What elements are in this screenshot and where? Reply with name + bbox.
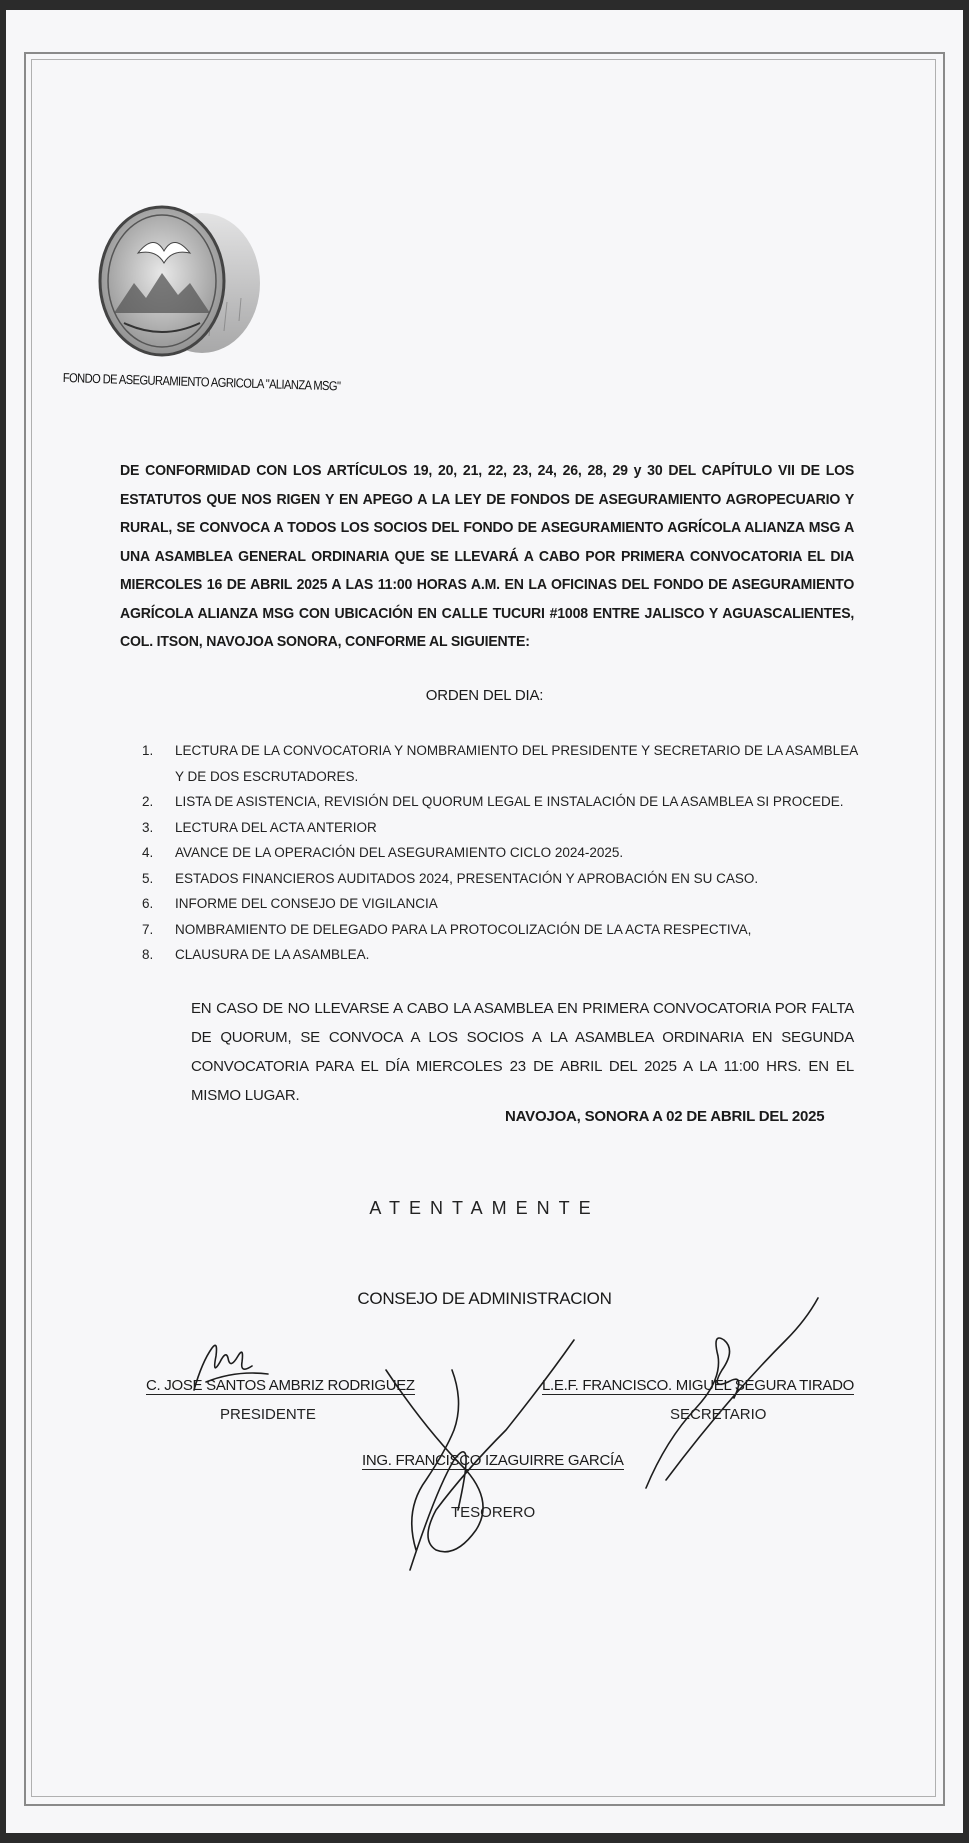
agenda-item	[142, 738, 866, 789]
council-heading: CONSEJO DE ADMINISTRACION	[357, 1289, 612, 1308]
agenda-item	[142, 840, 866, 866]
agenda-item-text: CLAUSURA DE LA ASAMBLEA.	[175, 947, 370, 962]
agenda-item	[142, 789, 866, 815]
place-and-date: NAVOJOA, SONORA A 02 DE ABRIL DEL 2025	[505, 1108, 825, 1125]
fund-logo	[94, 203, 264, 363]
agenda-item-text: ESTADOS FINANCIEROS AUDITADOS 2024, PRESENTACIÓN Y APROBACIÓN EN SU CASO.	[175, 870, 759, 886]
treasurer-role: TESORERO	[451, 1504, 536, 1521]
agenda-item-text: INFORME DEL CONSEJO DE VIGILANCIA	[175, 896, 438, 911]
secretary-role: SECRETARIO	[670, 1406, 767, 1423]
president-role: PRESIDENTE	[220, 1406, 316, 1423]
agenda-item-number: 1.	[142, 743, 154, 758]
agenda-item-text: LECTURA DE LA CONVOCATORIA Y NOMBRAMIENTO DEL PRESIDENTE Y SECRETARIO DE LA ASAMBLEA Y DE DOS ESCRUTADORES.	[175, 743, 858, 784]
agenda-item-text: LECTURA DEL ACTA ANTERIOR	[175, 819, 377, 835]
agenda-item	[142, 942, 866, 968]
second-call-paragraph: EN CASO DE NO LLEVARSE A CABO LA ASAMBLEA EN PRIMERA CONVOCATORIA POR FALTA DE QUORUM, SE CONVOCA A LOS SOCIOS A LA ASAMBLEA ORDINARIA EN SEGUNDA CONVOCATORIA PARA EL DÍA MIERCOLES 23 DE ABRIL DEL 2025 A LA 11:00 HRS. EN EL MISMO LUGAR.	[191, 1000, 854, 1104]
agenda-item-number: 5.	[142, 870, 154, 886]
agenda-item-text: NOMBRAMIENTO DE DELEGADO PARA LA PROTOCOLIZACIÓN DE LA ACTA RESPECTIVA,	[175, 921, 752, 937]
agenda-item-number: 8.	[142, 947, 154, 962]
agenda-item	[142, 917, 866, 943]
convocation-paragraph: DE CONFORMIDAD CON LOS ARTÍCULOS 19, 20, 21, 22, 23, 24, 26, 28, 29 y 30 DEL CAPÍTULO VII DE LOS ESTATUTOS QUE NOS RIGEN Y EN APEGO A LA LEY DE FONDOS DE ASEGURAMIENTO AGROPECUARIO Y RURAL, SE CONVOCA A TODOS LOS SOCIOS DEL FONDO DE ASEGURAMIENTO AGRÍCOLA ALIANZA MSG A UNA ASAMBLEA GENERAL ORDINARIA QUE SE LLEVARÁ A CABO POR PRIMERA CONVOCATORIA EL DIA MIERCOLES 16 DE ABRIL 2025 A LAS 11:00 HORAS A.M. EN LA OFICINAS DEL FONDO DE ASEGURAMIENTO AGRÍCOLA ALIANZA MSG CON UBICACIÓN EN CALLE TUCURI #1008 ENTRE JALISCO Y AGUASCALIENTES, COL. ITSON, NAVOJOA SONORA, CONFORME AL SIGUIENTE:	[120, 462, 855, 650]
agenda-item-number: 6.	[142, 896, 154, 911]
agenda-item	[142, 866, 866, 892]
agenda-item-text: AVANCE DE LA OPERACIÓN DEL ASEGURAMIENTO CICLO 2024-2025.	[175, 845, 624, 860]
agenda-list	[142, 738, 866, 968]
agenda-item-number: 3.	[142, 819, 154, 835]
agenda-item-number: 4.	[142, 845, 154, 860]
agenda-item-text: LISTA DE ASISTENCIA, REVISIÓN DEL QUORUM LEGAL E INSTALACIÓN DE LA ASAMBLEA SI PROCEDE.	[175, 794, 844, 809]
treasurer-name: ING. FRANCISCO IZAGUIRRE GARCÍA	[362, 1452, 624, 1469]
secretary-name: L.E.F. FRANCISCO. MIGUEL SEGURA TIRADO	[542, 1377, 854, 1394]
agenda-item-number: 2.	[142, 794, 154, 809]
logo-caption: FONDO DE ASEGURAMIENTO AGRICOLA "ALIANZA MSG"	[62, 370, 341, 394]
agenda-item-number: 7.	[142, 921, 154, 937]
closing-salutation: ATENTAMENTE	[369, 1198, 600, 1218]
agenda-title: ORDEN DEL DIA:	[425, 687, 544, 704]
agenda-item	[142, 815, 866, 841]
president-name: C. JOSE SANTOS AMBRIZ RODRIGUEZ	[146, 1377, 415, 1394]
agenda-item	[142, 891, 866, 917]
document-page	[6, 10, 963, 1833]
